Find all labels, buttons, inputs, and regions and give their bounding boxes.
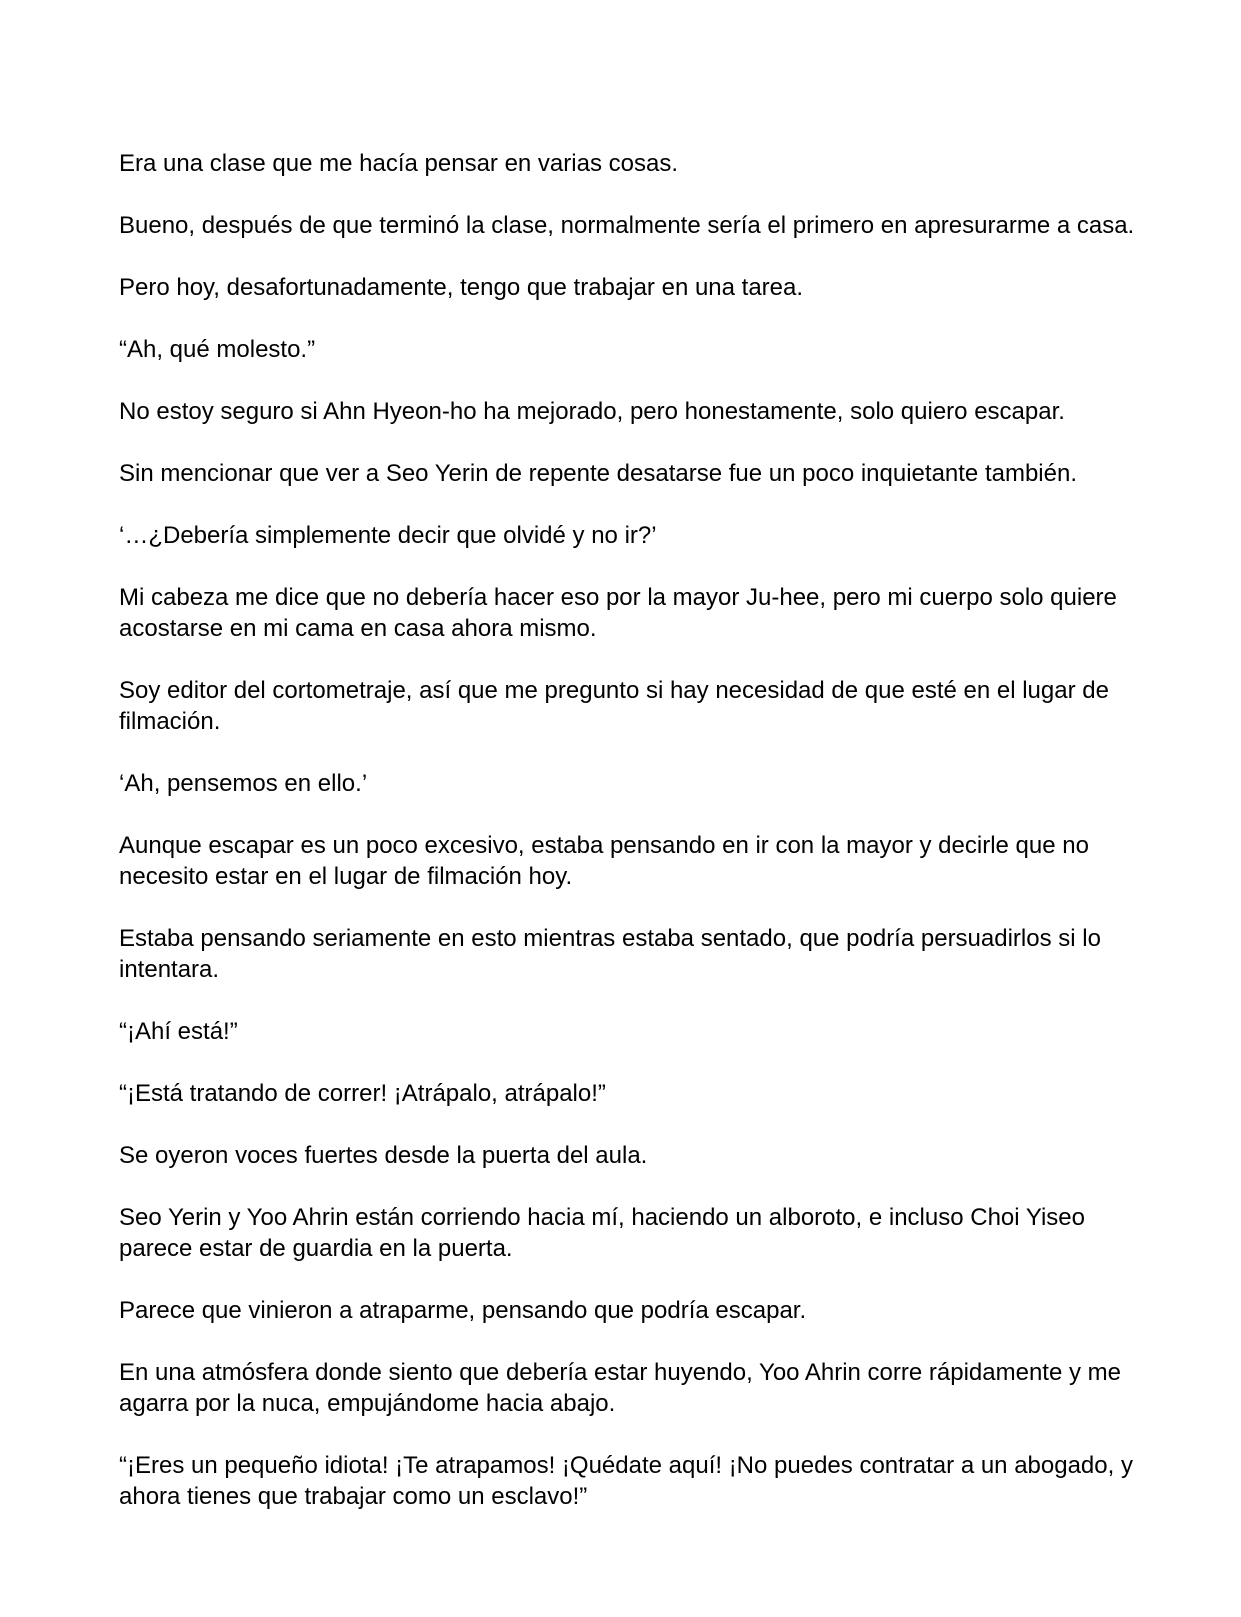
paragraph: “¡Ahí está!” — [119, 1018, 238, 1045]
paragraph: Soy editor del cortometraje, así que me pregunto si hay necesidad de que esté en el lugar de filmación. — [119, 677, 1109, 735]
paragraph: Aunque escapar es un poco excesivo, estaba pensando en ir con la mayor y decirle que no necesito estar en el lugar de filmación hoy. — [119, 832, 1089, 890]
paragraph: “Ah, qué molesto.” — [119, 336, 316, 363]
paragraph: Mi cabeza me dice que no debería hacer eso por la mayor Ju-hee, pero mi cuerpo solo quiere acostarse en mi cama en casa ahora mismo. — [119, 584, 1117, 642]
paragraph: Se oyeron voces fuertes desde la puerta del aula. — [119, 1142, 648, 1169]
paragraph: ‘…¿Debería simplemente decir que olvidé y no ir?’ — [119, 522, 657, 549]
paragraph: Pero hoy, desafortunadamente, tengo que trabajar en una tarea. — [119, 274, 804, 301]
paragraph: Era una clase que me hacía pensar en varias cosas. — [119, 150, 678, 177]
paragraph: Seo Yerin y Yoo Ahrin están corriendo hacia mí, haciendo un alboroto, e incluso Choi Yiseo parece estar de guardia en la puerta. — [119, 1204, 1085, 1262]
paragraph: ‘Ah, pensemos en ello.’ — [119, 770, 368, 797]
paragraph: En una atmósfera donde siento que debería estar huyendo, Yoo Ahrin corre rápidamente y me agarra por la nuca, empujándome hacia abajo. — [119, 1359, 1121, 1417]
paragraph: Bueno, después de que terminó la clase, normalmente sería el primero en apresurarme a casa. — [119, 212, 1135, 239]
paragraph: No estoy seguro si Ahn Hyeon-ho ha mejorado, pero honestamente, solo quiero escapar. — [119, 398, 1065, 425]
paragraph: Sin mencionar que ver a Seo Yerin de repente desatarse fue un poco inquietante también. — [119, 460, 1077, 487]
document-body — [119, 148, 1139, 1543]
paragraph: “¡Eres un pequeño idiota! ¡Te atrapamos! ¡Quédate aquí! ¡No puedes contratar a un abogado, y ahora tienes que trabajar como un esclavo!” — [119, 1452, 1133, 1510]
paragraph: Estaba pensando seriamente en esto mientras estaba sentado, que podría persuadirlos si lo intentara. — [119, 925, 1101, 983]
paragraph: “¡Está tratando de correr! ¡Atrápalo, atrápalo!” — [119, 1080, 606, 1107]
paragraph: Parece que vinieron a atraparme, pensando que podría escapar. — [119, 1297, 807, 1324]
